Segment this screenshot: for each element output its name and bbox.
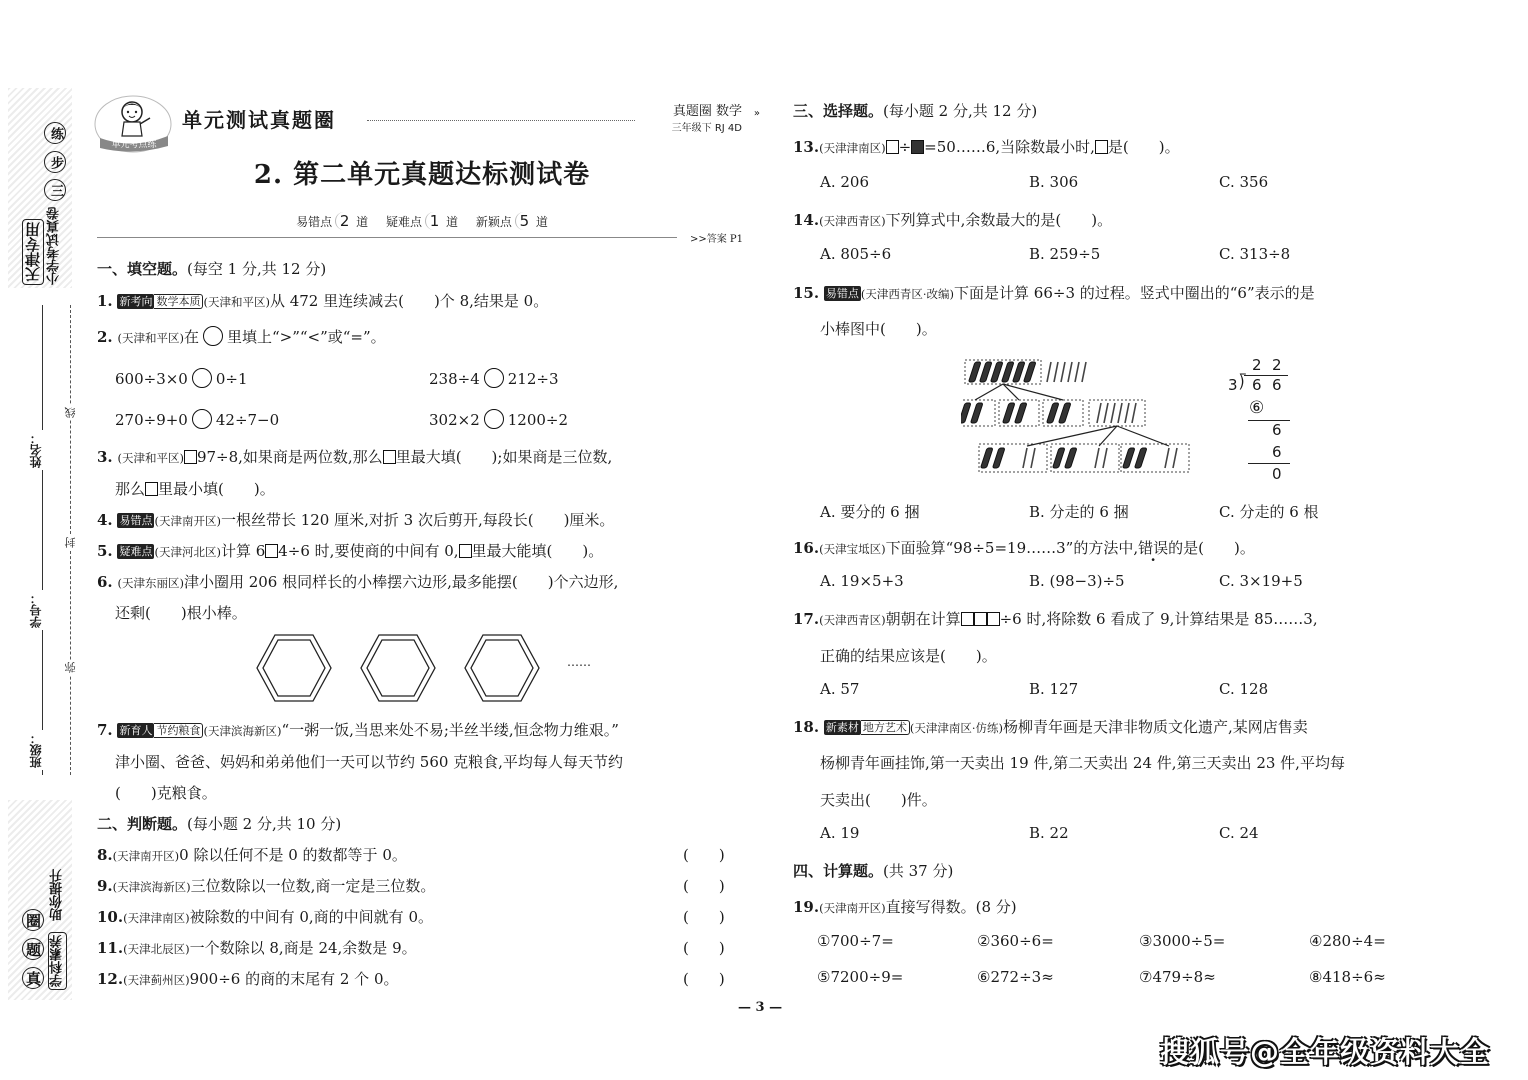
tag-new-material: 新素材 (825, 721, 859, 734)
question-7-cont: ( )克粮食。 (115, 784, 217, 802)
calc-item[interactable]: ①700÷7= (817, 932, 894, 950)
page-number: — 3 — (738, 1000, 783, 1015)
question-2: 2. (天津和平区)在 里填上“>”“<”或“=”。 (97, 328, 386, 346)
grade-label: 三年级下 RJ 4D (671, 123, 742, 134)
subject-badge: 学科素养 (48, 932, 67, 990)
question-18-cont: 天卖出( )件。 (820, 791, 937, 809)
answer-reference: >>答案 P1 (690, 234, 744, 245)
tag-difficult: 疑难点 (119, 545, 153, 558)
question-18: 18. 新素材 地方艺术 (天津津南区·仿练)杨柳青年画是天津非物质文化遗产,某网店售卖 (793, 718, 1308, 736)
answer-circle[interactable] (192, 368, 212, 388)
circle-char: 圈 (22, 909, 44, 931)
mascot-logo (92, 94, 174, 156)
compare-item: 302×2 1200÷2 (429, 411, 569, 429)
circled-six: ⑥ (1249, 398, 1265, 418)
series-label-bottom (22, 810, 44, 990)
calc-item[interactable]: ⑥272÷3≈ (977, 968, 1054, 986)
circle-char: 步 (44, 151, 66, 173)
calc-item[interactable]: ②360÷6= (977, 932, 1054, 950)
question-17-cont: 正确的结果应该是( )。 (820, 647, 997, 665)
hexagon-icon (465, 635, 539, 701)
question-15: 15. 易错点 (天津西青区·改编)下面是计算 66÷3 的过程。竖式中圈出的“6”表示的是 (793, 284, 1315, 302)
blank-box (886, 140, 899, 154)
seal-mark: 线 (64, 407, 77, 418)
tag-error-prone: 易错点 (119, 514, 153, 527)
ellipsis: …… (567, 655, 591, 669)
compare-item: 238÷4 212÷3 (429, 370, 559, 388)
blank-box (184, 450, 197, 464)
option-c[interactable]: C. 分走的 6 根 (1219, 503, 1319, 521)
option-b[interactable]: B. 分走的 6 捆 (1029, 503, 1129, 521)
double-chevron-icon: » (753, 108, 760, 119)
binding-margin (0, 0, 88, 1080)
paper-title: 2. 第二单元真题达标测试卷 (253, 160, 591, 190)
region-badge: 天津专用 (22, 219, 44, 285)
judge-answer-bracket[interactable]: ( ) (683, 970, 725, 988)
name-field-label: 姓名： (29, 432, 43, 468)
question-19: 19.(天津南开区)直接写得数。(8 分) (793, 898, 1017, 916)
stat-novel: 新颖点 5 道 (475, 212, 548, 230)
option-c[interactable]: C. 24 (1219, 824, 1259, 842)
sticks-bundle-diagram (961, 358, 1201, 478)
circle-char: 三 (44, 179, 66, 201)
blank-box (145, 482, 158, 496)
question-4: 4. 易错点 (天津南开区)一根丝带长 120 厘米,对折 3 次后剪开,每段长( )厘米。 (97, 511, 615, 529)
option-a[interactable]: A. 19×5+3 (820, 572, 904, 590)
class-field-label: 班级： (29, 732, 43, 768)
option-b[interactable]: B. (98−3)÷5 (1029, 572, 1125, 590)
blank-box (961, 612, 974, 626)
student-id-field-label: 学号： (29, 592, 43, 628)
long-division: 2 2 3 ⟌ 6 6 ⑥ 6 6 0 (1232, 356, 1302, 486)
option-a[interactable]: A. 206 (820, 173, 869, 191)
hexagon-icon (257, 635, 331, 701)
section-title: 单元测试真题圈 (182, 108, 336, 132)
circle-char: 题 (22, 938, 44, 960)
blank-box (1095, 140, 1108, 154)
watermark: 搜狐号@全年级资料大全 (1160, 1035, 1491, 1069)
section-fill-title: 一、填空题。(每空 1 分,共 12 分) (97, 260, 327, 278)
question-6-cont: 还剩( )根小棒。 (115, 604, 247, 622)
header-brand-block (671, 100, 760, 134)
filled-box (911, 140, 924, 154)
tag-local-art: 地方艺术 (861, 720, 910, 735)
blank-box (265, 544, 278, 558)
header-rule (97, 237, 677, 238)
series-text: 助你提升 (50, 869, 65, 922)
question-8: 8.(天津南开区)0 除以任何不是 0 的数都等于 0。 (97, 846, 407, 864)
hexagon-sticks-figure (255, 631, 585, 705)
difficulty-stats (92, 212, 752, 230)
calc-item[interactable]: ④280÷4= (1309, 932, 1386, 950)
question-7: 7. 新育人 节约粮食 (天津滨海新区)“一粥一饭,当思来处不易;半丝半缕,恒念物力维艰。” (97, 721, 619, 739)
question-11: 11.(天津北辰区)一个数除以 8,商是 24,余数是 9。 (97, 939, 417, 957)
tag-math-essence: 数学本质 (154, 294, 203, 309)
option-c[interactable]: C. 356 (1219, 173, 1269, 191)
option-b[interactable]: B. 127 (1029, 680, 1079, 698)
section-choice-title: 三、选择题。(每小题 2 分,共 12 分) (793, 102, 1038, 120)
question-10: 10.(天津津南区)被除数的中间有 0,商的中间就有 0。 (97, 908, 433, 926)
judge-answer-bracket[interactable]: ( ) (683, 939, 725, 957)
question-15-cont: 小棒图中( )。 (820, 320, 937, 338)
option-a[interactable]: A. 要分的 6 捆 (820, 503, 920, 521)
section-judge-title: 二、判断题。(每小题 2 分,共 10 分) (97, 815, 342, 833)
stat-error-prone: 易错点 2 道 (296, 212, 369, 230)
calc-item[interactable]: ⑧418÷6≈ (1309, 968, 1386, 986)
seal-mark: 封 (64, 537, 77, 548)
blank-box (383, 450, 396, 464)
tag-error-prone: 易错点 (825, 287, 859, 300)
question-18-cont: 杨柳青年画挂饰,第一天卖出 19 件,第二天卖出 24 件,第三天卖出 23 件,平均每 (820, 754, 1345, 772)
section-calc-title: 四、计算题。(共 37 分) (793, 862, 954, 880)
option-c[interactable]: C. 313÷8 (1219, 245, 1291, 263)
option-a[interactable]: A. 805÷6 (820, 245, 892, 263)
blank-box (974, 612, 987, 626)
question-3: 3. (天津和平区) 97÷8,如果商是两位数,那么 里最大填( );如果商是三位数, (97, 448, 613, 466)
hexagon-icon (361, 635, 435, 701)
question-17: 17.(天津西青区)朝朝在计算 ÷6 时,将除数 6 看成了 9,计算结果是 85……3, (793, 610, 1318, 628)
calc-item[interactable]: ⑤7200÷9= (817, 968, 904, 986)
answer-circle[interactable] (484, 368, 504, 388)
circle-char: 真 (22, 967, 44, 989)
series-badge-top (22, 90, 43, 285)
question-7-cont: 津小圈、爸爸、妈妈和弟弟他们一天可以节约 560 克粮食,平均每人每天节约 (115, 753, 623, 771)
fill-in-line (42, 305, 43, 775)
question-1: 1. 新考向 数学本质 (天津和平区)从 472 里连续减去( )个 8,结果是 0。 (97, 292, 549, 310)
header-dotted-rule (367, 120, 635, 121)
calc-item[interactable]: ③3000÷5= (1139, 932, 1226, 950)
option-b[interactable]: B. 306 (1029, 173, 1079, 191)
option-a[interactable]: A. 57 (820, 680, 860, 698)
bundle-icons (961, 362, 1177, 468)
compare-circle-icon (203, 326, 223, 346)
seal-mark: 弥 (64, 662, 77, 673)
option-c[interactable]: C. 3×19+5 (1219, 572, 1303, 590)
option-a[interactable]: A. 19 (820, 824, 860, 842)
tag-save-food: 节约粮食 (154, 723, 203, 738)
series-label-top (44, 90, 66, 285)
emphasis-text: 错误 (1138, 539, 1169, 557)
answer-circle[interactable] (192, 409, 212, 429)
compare-item: 600÷3×0 0÷1 (115, 370, 248, 388)
question-6: 6. (天津东丽区)津小圈用 206 根同样长的小棒摆六边形,最多能摆( )个六边形, (97, 573, 619, 591)
judge-answer-bracket[interactable]: ( ) (683, 908, 725, 926)
answer-circle[interactable] (484, 409, 504, 429)
option-b[interactable]: B. 259÷5 (1029, 245, 1101, 263)
circle-char: 练 (44, 122, 66, 144)
option-c[interactable]: C. 128 (1219, 680, 1269, 698)
question-14: 14.(天津西青区)下列算式中,余数最大的是( )。 (793, 211, 1113, 229)
question-13: 13.(天津津南区) ÷ =50……6,当除数最小时, 是( )。 (793, 138, 1180, 156)
blank-box (459, 544, 472, 558)
question-16: 16.(天津宝坻区)下面验算“98÷5=19……3”的方法中,错误的是( )。 (793, 539, 1255, 557)
calc-item[interactable]: ⑦479÷8≈ (1139, 968, 1216, 986)
option-b[interactable]: B. 22 (1029, 824, 1069, 842)
tag-new-education: 新育人 (119, 724, 153, 737)
question-9: 9.(天津滨海新区)三位数除以一位数,商一定是三位数。 (97, 877, 436, 895)
judge-answer-bracket[interactable]: ( ) (683, 846, 725, 864)
mascot-boy-icon (92, 94, 174, 156)
judge-answer-bracket[interactable]: ( ) (683, 877, 725, 895)
question-5: 5. 疑难点 (天津河北区)计算 6 4÷6 时,要使商的中间有 0, 里最大能填( )。 (97, 542, 604, 560)
question-3-cont: 那么 里最小填( )。 (115, 480, 275, 498)
series-text: 小学考试真卷 (47, 207, 62, 285)
compare-item: 270÷9+0 42÷7−0 (115, 411, 280, 429)
stat-difficult: 疑难点 1 道 (385, 212, 459, 230)
brand-label: 真题圈 数学 (672, 104, 742, 119)
svg-text:单元考点练: 单元考点练 (111, 140, 157, 150)
blank-box (987, 612, 1000, 626)
question-12: 12.(天津蓟州区)900÷6 的商的末尾有 2 个 0。 (97, 970, 399, 988)
series-badge-bottom (48, 810, 67, 990)
tag-new-direction: 新考向 (119, 295, 153, 308)
